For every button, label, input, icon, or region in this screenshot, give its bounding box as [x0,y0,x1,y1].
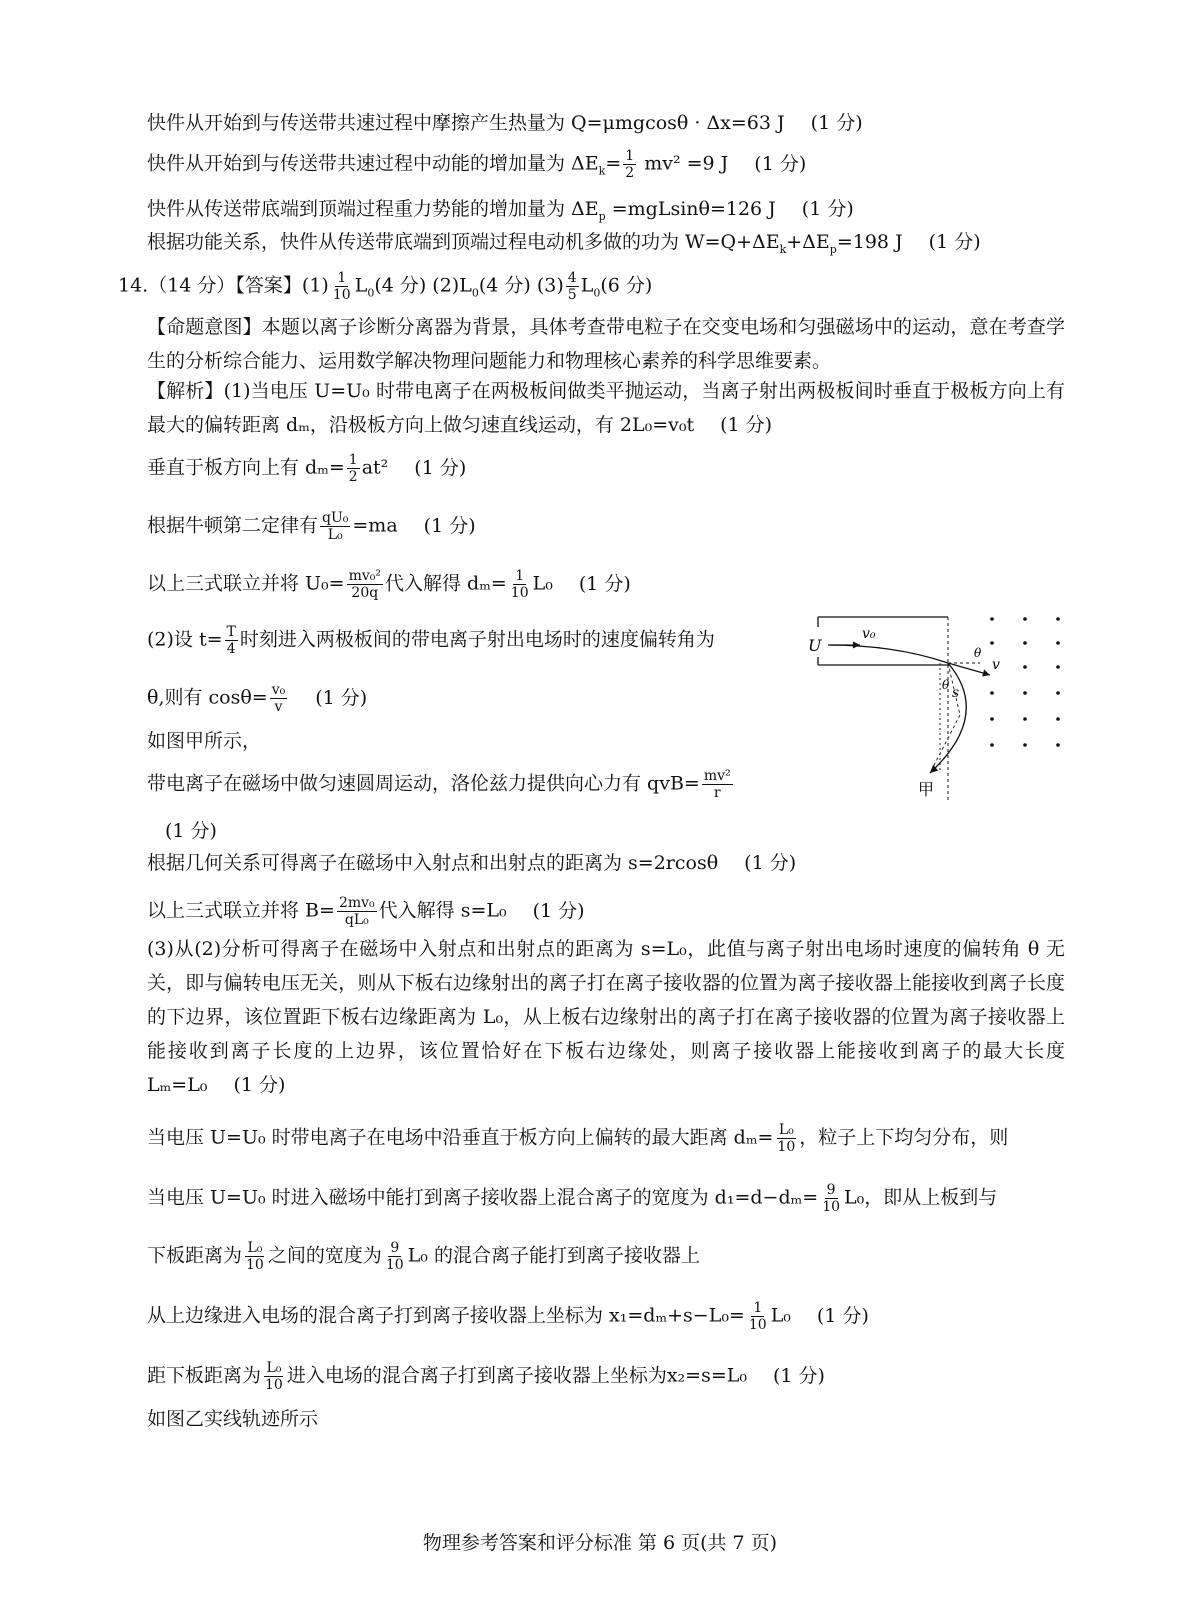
text: 代入解得 s=L₀ [378,899,507,922]
numerator: v₀ [271,682,286,698]
text-line [147,1182,1070,1215]
text: 从上边缘进入电场的混合离子打到离子接收器上坐标为 x₁=dₘ+s−L₀= [147,1304,745,1327]
text: 【命题意图】本题以离子诊断分离器为背景，具体考查带电粒子在交变电场和匀强磁场中的运动，意在考查学生的分析综合能力、运用数学解决物理问题能力和物理核心素养的科学思维要素。 [147,316,1065,372]
numerator: 1 [625,148,635,164]
text-line [147,1360,1070,1393]
subscript: 0 [593,286,601,300]
text: (6 分) [600,274,653,297]
denominator: 10 [777,1139,796,1155]
numerator: 1 [515,568,525,584]
denominator: qL₀ [344,912,369,928]
label-v0: v₀ [862,626,876,642]
text: +ΔE [786,231,830,253]
text: (2)设 t= [147,628,223,651]
numerator: qU₀ [322,510,349,526]
text: 快件从传送带底端到顶端过程重力势能的增加量为 ΔE [147,198,599,220]
fraction [320,510,350,543]
subscript: k [779,242,787,256]
fraction [263,1360,285,1393]
score: (1 分) [532,899,585,922]
denominator: 5 [567,287,577,303]
analysis-paragraph [147,374,1065,442]
fraction [384,1240,406,1273]
text: 带电离子在磁场中做匀速圆周运动，洛伦兹力提供向心力有 qvB= [147,772,700,795]
text: L₀ [532,572,553,595]
text: 下板距离为 [147,1244,243,1267]
score: (1 分) [233,1074,286,1096]
text: L₀ 的混合离子能打到离子接收器上 [407,1244,700,1267]
text: 【解析】(1)当电压 U=U₀ 时带电离子在两极板间做类平抛运动，当离子射出两极板间时垂直于极板方向上有最大的偏转距离 dₘ，沿极板方向上做匀速直线运动，有 2L₀=v₀t [147,380,1065,436]
text: 快件从开始到与传送带共速过程中动能的增加量为 ΔE [147,152,599,175]
denominator: 10 [385,1257,404,1273]
fraction [566,270,579,303]
denominator: L₀ [327,527,343,543]
numerator: 4 [567,270,577,286]
score: (1 分) [816,1304,869,1327]
text: 代入解得 dₘ= [385,572,507,595]
denominator: r [713,785,721,801]
text: 距下板距离为 [147,1364,262,1387]
fraction [820,1182,842,1215]
numerator: 1 [348,452,358,468]
score: (1 分) [928,231,981,253]
text-line [147,1406,1070,1432]
numerator: mv₀² [348,568,382,584]
text: ，粒子上下均匀分布，则 [799,1126,1009,1149]
score: (1 分) [578,572,631,595]
denominator: 2 [625,165,635,181]
score: (1 分) [414,456,467,479]
fraction [775,1122,797,1155]
score: (1 分) [423,514,476,537]
text: at² [361,456,389,479]
denominator: 10 [748,1317,767,1333]
text: 垂直于板方向上有 dₘ= [147,456,345,479]
subscript: p [598,209,606,223]
fraction [623,148,636,181]
score: (1 分) [810,112,863,134]
fraction [225,624,238,657]
text: =mgLsinθ=126 J [605,198,776,220]
denominator: 10 [246,1257,264,1273]
text: 时刻进入两极板间的带电离子射出电场时的速度偏转角为 [239,628,715,651]
score: (1 分) [165,820,217,842]
fraction [347,568,383,601]
radius-line [930,715,960,773]
text-line [147,510,1070,543]
fraction [509,568,531,601]
text-line [147,1122,1070,1155]
label-s: s [952,685,960,701]
denominator: 2 [348,469,358,485]
numerator: 1 [337,270,347,286]
fraction [702,768,733,801]
fraction [244,1240,266,1273]
text: L₀ [770,1304,791,1327]
velocity-arrow [948,663,990,675]
score: (1 分) [773,1364,825,1387]
numerator: L₀ [266,1360,282,1376]
text: 根据牛顿第二定律有 [147,514,319,537]
numerator: 1 [753,1300,763,1316]
fraction [331,270,353,303]
label-theta: θ [942,678,950,692]
text: 当电压 U=U₀ 时带电离子在电场中沿垂直于板方向上偏转的最大距离 dₘ= [147,1126,774,1149]
text: L₀，即从上板到与 [844,1186,998,1209]
score: (1 分) [315,686,368,709]
text: 如图乙实线轨迹所示 [147,1408,319,1430]
score: (1 分) [720,414,773,436]
text: 进入电场的混合离子打到离子接收器上坐标为x₂=s=L₀ [286,1364,748,1387]
text-line [147,110,1070,136]
text: =ma [352,514,398,537]
text: 当电压 U=U₀ 时进入磁场中能打到离子接收器上混合离子的宽度为 d₁=d−dₘ= [147,1186,819,1209]
text-line [147,452,1070,485]
text: θ,则有 cosθ= [147,686,268,709]
text-line [147,850,1070,876]
text: 之间的宽度为 [267,1244,382,1267]
text: 14.（14 分）【答案】(1) [118,274,329,297]
text: (4 分) (2)L [374,274,472,297]
text: (3)从(2)分析可得离子在磁场中入射点和出射点的距离为 s=L₀，此值与离子射出电场时速度的偏转角 θ 无关，即与偏转电压无关，则从下板右边缘射出的离子打在离子接收器的位置为离子接收器上能接收到离子长度的下边界，该位置距下板右边缘距离为 L₀，从上板右边缘射出的离子打在离子接收器的位置为离子接收器上能接收到离子长度的上边界，该位置恰好在下板右边缘处，则离子接收器上能接收到离子的最大长度 Lₘ=L₀ [147,938,1065,1096]
numerator: T [226,624,236,640]
text-line [165,818,1070,844]
text-line [147,196,1070,230]
denominator: v [274,699,283,715]
fraction [270,682,288,715]
text: 以上三式联立并将 U₀= [147,572,345,595]
text-line [147,1240,1070,1273]
figure-caption: 甲 [918,780,935,799]
score: (1 分) [801,198,854,220]
text: (4 分) (3) [478,274,564,297]
text: 如图甲所示， [147,730,262,752]
text: 根据功能关系，快件从传送带底端到顶端过程电动机多做的功为 W=Q+ΔE [147,231,780,253]
electric-field-trajectory [828,645,948,663]
text: =198 J [836,231,903,253]
denominator: 10 [822,1199,841,1215]
label-U: U [808,636,822,655]
numerator: 9 [390,1240,400,1256]
text: 快件从开始到与传送带共速过程中摩擦产生热量为 Q=μmgcosθ · Δx=63 J [147,112,785,134]
subscript: 0 [471,286,479,300]
numerator: L₀ [778,1122,794,1138]
text-line: 快件从开始到与传送带共速过程中动能的增加量为 $\Delta E_k=$ $\frac{1}{2}$ mv² =9 J (1 分) [147,148,807,181]
subscript: k [598,164,606,178]
numerator: 2mv₀ [338,895,375,911]
part-3-paragraph [147,932,1065,1102]
numerator: L₀ [247,1240,263,1256]
text-line [147,568,1070,601]
figure-jia [800,605,1080,805]
score: (1 分) [744,852,797,874]
numerator: mv² [703,768,731,784]
text: 以上三式联立并将 B= [147,899,335,922]
fraction [337,895,377,928]
denominator: 4 [226,641,236,657]
subscript: p [829,242,837,256]
denominator: 20q [351,585,379,601]
magnetic-field-dots [990,617,1060,747]
label-theta: θ [974,646,982,660]
denominator: 10 [265,1377,283,1393]
page-footer: 物理参考答案和评分标准 第 6 页(共 7 页) [422,1532,778,1554]
subscript: 0 [367,286,375,300]
score: (1 分) [754,152,807,175]
denominator: 10 [510,585,529,601]
numerator: 9 [826,1182,836,1198]
text-line [147,1300,1070,1333]
denominator: 10 [332,287,351,303]
fraction [347,452,360,485]
fraction [747,1300,769,1333]
text: 根据几何关系可得离子在磁场中入射点和出射点的距离为 s=2rcosθ [147,852,719,874]
text-line [147,229,1070,263]
intent-paragraph [147,310,1065,378]
text-line [147,895,1070,928]
question-14-answer: 14.（14 分）【答案】(1) $\frac{1}{10}$ $L_0(4$ 分) $(2)L_0(4$ 分) (3) $\frac{4}{5}$ $L_0(6$ 分) [118,270,653,303]
text: mv² =9 J [638,152,729,175]
label-v: v [992,657,1000,673]
